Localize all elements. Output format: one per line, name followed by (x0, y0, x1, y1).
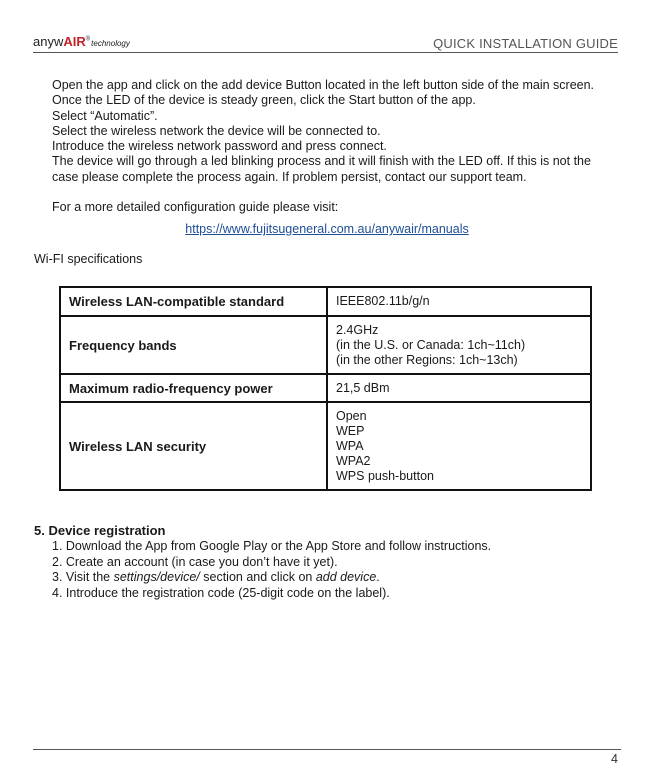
step-text: Open the app and click on the add device Button located in the left button side of the main screen. (52, 78, 595, 92)
step-text: The device will go through a led blinking process and it will finish with the LED off. If this is not the case please complete the process again. If problem persist, contact our support team. (52, 154, 591, 184)
spec-value: IEEE802.11b/g/n (327, 287, 591, 316)
registration-title: 5. Device registration (34, 523, 166, 538)
table-row (60, 287, 591, 316)
more-info-text: For a more detailed configuration guide please visit: (52, 200, 339, 214)
registration-steps (52, 539, 491, 601)
step-text: Once the LED of the device is steady green, click the Start button of the app. (52, 93, 476, 108)
table-row (60, 402, 591, 490)
list-item: 1. Download the App from Google Play or the App Store and follow instructions. (52, 539, 492, 553)
wifi-spec-table (59, 286, 592, 491)
anywair-logo: anywAIR®technology (33, 34, 130, 49)
page-number: 4 (611, 752, 618, 766)
spec-key: Wireless LAN-compatible standard (60, 287, 327, 316)
spec-value: Open WEP WPA WPA2 WPS push-button (327, 402, 591, 490)
spec-key: Frequency bands (60, 316, 327, 374)
manuals-link[interactable]: https://www.fujitsugeneral.com.au/anywair/manuals (185, 222, 469, 236)
list-item: 4. Introduce the registration code (25-digit code on the label). (52, 585, 390, 600)
wifi-spec-title: Wi-FI specifications (34, 252, 143, 266)
list-item: 3. Visit the settings/device/ section and click on add device. (52, 570, 380, 584)
spec-value: 2.4GHz (in the U.S. or Canada: 1ch~11ch) (in the other Regions: 1ch~13ch) (327, 316, 591, 374)
spec-key: Maximum radio-frequency power (60, 374, 327, 402)
step-text: Select “Automatic”. (52, 108, 158, 123)
setup-steps (52, 78, 612, 185)
guide-title: QUICK INSTALLATION GUIDE (433, 36, 618, 51)
step-text: Select the wireless network the device will be connected to. (52, 123, 381, 138)
footer-divider (33, 749, 621, 750)
step-text: Introduce the wireless network password and press connect. (52, 139, 387, 154)
spec-value: 21,5 dBm (327, 374, 591, 402)
table-row (60, 316, 591, 374)
table-row (60, 374, 591, 402)
list-item: 2. Create an account (in case you don’t have it yet). (52, 554, 338, 569)
spec-key: Wireless LAN security (60, 402, 327, 490)
page-header (33, 30, 618, 53)
